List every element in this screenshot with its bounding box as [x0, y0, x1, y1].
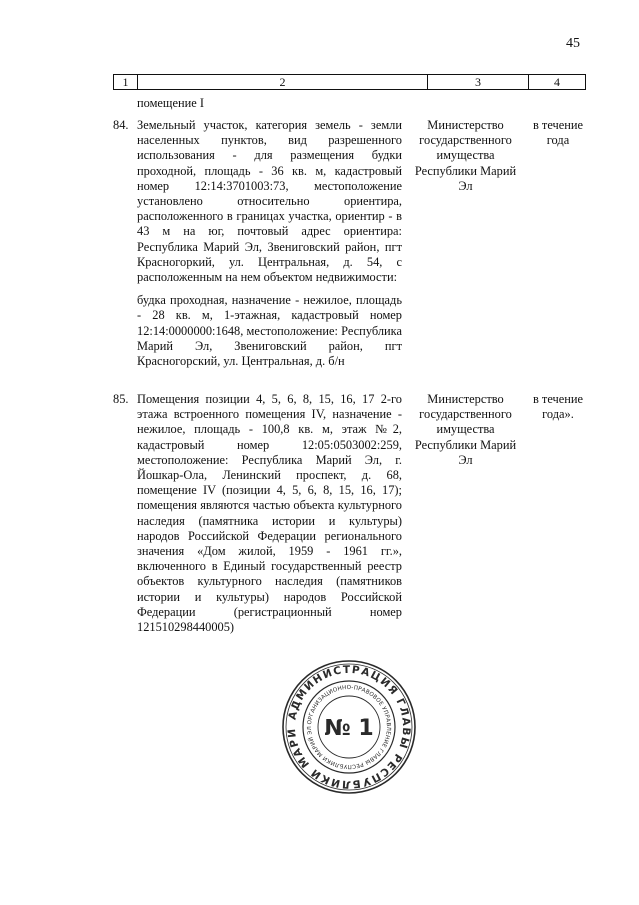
- row-number: 84.: [113, 118, 129, 132]
- row-owner: Министерство государственного имущества Республики Марий Эл: [414, 118, 517, 193]
- table-header-col-3: 3: [428, 75, 529, 89]
- seal-center-text: № 1: [324, 716, 374, 741]
- page-number: 45: [566, 36, 580, 51]
- table-header-col-2: 2: [138, 75, 428, 89]
- description-paragraph: Помещения позиции 4, 5, 6, 8, 15, 16, 17 2-го этажа встроенного помещения IV, назначение - нежилое, площадь - 100,8 кв. м, этаж №2, кадастровый номер 12:05:0503002:259, местоположение: Республика Марий Эл, г. Йошкар-Ола, Ленинский проспект, д. 68, помещение IV (позиции 4, 5, 6, 8, 15, 16, 17); помещения являются частью объекта культурного наследия (памятника истории и культуры) народов Российской Федерации регионального значения «Дом жилой, 1959 - 1961 гг.», включенного в Единый государственный реестр объектов культурного наследия (памятников истории и культуры) народов Российской Федерации (регистрационный номер 121510298440005): [137, 392, 402, 635]
- row-owner: Министерство государственного имущества Республики Марий Эл: [414, 392, 517, 467]
- row-description: [137, 392, 402, 635]
- row-term: в течение года».: [532, 392, 584, 422]
- continuation-text: помещение I: [137, 96, 204, 110]
- official-seal: [281, 659, 417, 795]
- description-paragraph: будка проходная, назначение - нежилое, площадь - 28 кв. м, 1-этажная, кадастровый номер 12:14:0000000:1648, местоположение: Республика Марий Эл, Звениговский район, пгт Красногорский, ул. Центральная, д. б/н: [137, 293, 402, 369]
- table-header-col-4: 4: [554, 75, 560, 89]
- row-term: в течение года: [532, 118, 584, 148]
- row-description: [137, 118, 402, 369]
- row-number: 85.: [113, 392, 129, 406]
- description-paragraph: Земельный участок, категория земель - земли населенных пунктов, вид разрешенного использования - для размещения будки проходной, площадь - 36 кв. м, кадастровый номер 12:14:3701003:73, местоположение установлено относительно ориентира, расположенного в границах участка, ориентир - в 43 м на юг, почтовый адрес ориентира: Республика Марий Эл, Звениговский район, пгт Красногоркий, ул. Центральная, д. 54, с расположенным на нем объектом недвижимости:: [137, 118, 402, 285]
- seal-inner-text: ОРГАНИЗАЦИОННО-ПРАВОВОЕ УПРАВЛЕНИЕ ГЛАВЫ РЕСПУБЛИКИ МАРИЙ ЭЛ: [306, 684, 392, 770]
- table-header: [113, 74, 586, 90]
- seal-outer-text: АДМИНИСТРАЦИЯ ГЛАВЫ РЕСПУБЛИКИ МАРИ: [285, 663, 413, 791]
- table-header-col-1: 1: [114, 75, 138, 89]
